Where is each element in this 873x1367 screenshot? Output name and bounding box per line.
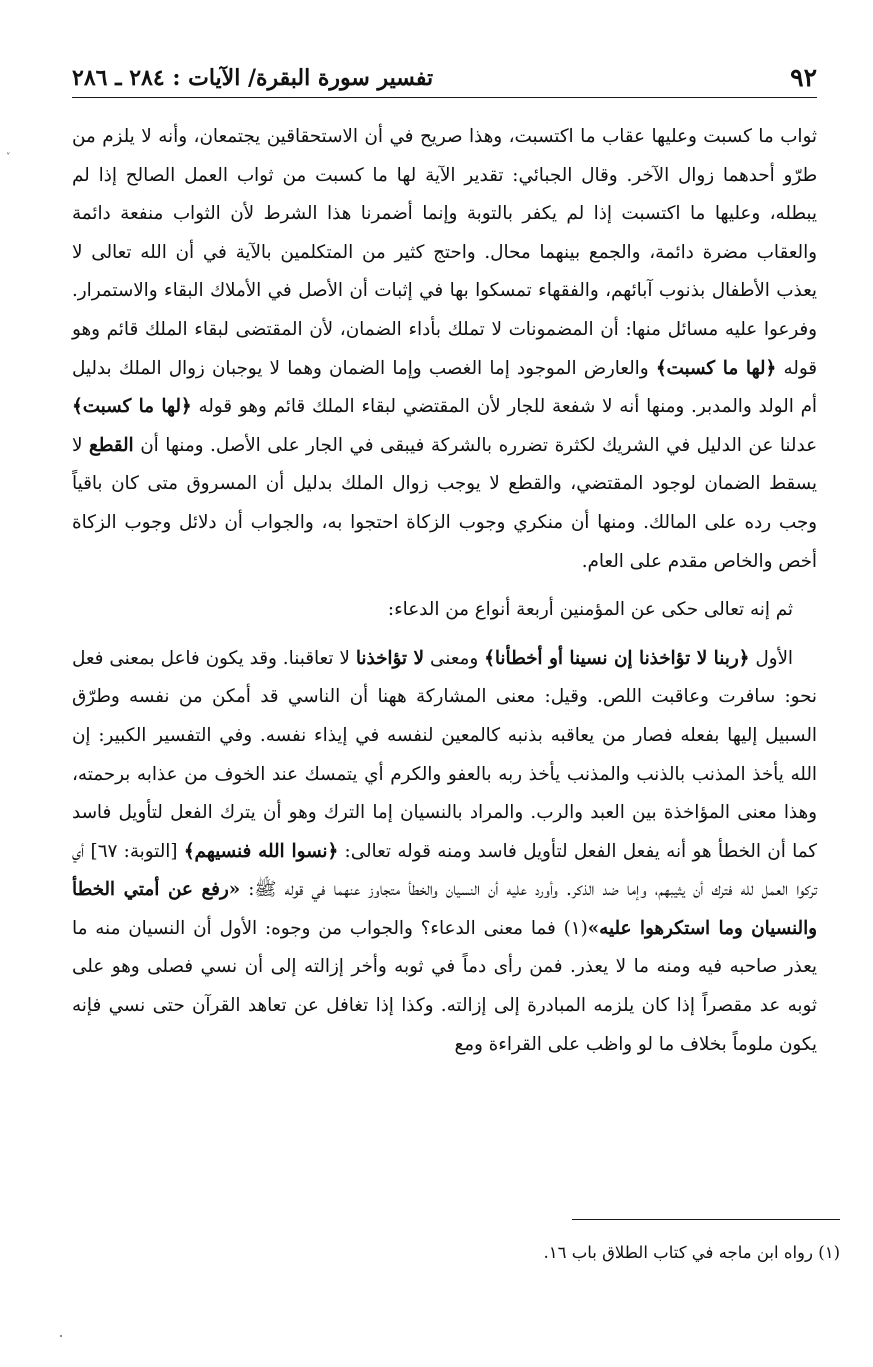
text-run: لا تعاقبنا. وقد يكون فاعل بمعنى فعل نحو: سافرت وعاقبت اللص. وقيل: معنى المشاركة ههنا أن الناسي قد أمكن من نفسه وطرّق السبيل إليها بفعله فصار من يعاقبه بذنبه كالمعين لنفسه في إيذاء نفسه. وفي التفسير الكبير: إن الله يأخذ المذنب بالذنب والمذنب يأخذ ربه بالعفو والكرم أي يتمسك عند الخوف من عذابه برحمته، وهذا معنى المؤاخذة بين العبد والرب. والمراد بالنسيان إما الترك وهو أن يترك الفعل لتأويل فاسد كما أن الخطأ هو أنه يفعل الفعل لتأويل فاسد ومنه قوله تعالى: [72,647,818,862]
footnote-rule [572,1219,840,1220]
bold-quote: ﴿نسوا الله فنسيهم﴾ [183,840,339,862]
text-run: ثم إنه تعالى حكى عن المؤمنين أربعة أنواع من الدعاء: [387,599,793,621]
header-rule [72,97,817,98]
text-run: الأول [749,647,793,669]
margin-mark: ˅ [6,153,11,163]
text-run: والعارض الموجود إما الغصب وإما الضمان وهما لا يوجبان زوال الملك بدليل أم الولد والمدبر. ومنها أنه لا شفعة للجار لأن المقتضي لبقاء الملك قائم وهو قوله [72,357,818,418]
text-run: [التوبة: ٦٧] أي تركوا العمل لله فترك أن يثيبهم، وإما ضد الذكر. وأورد عليه أن النسيان والخطأ متجاوز عنهما في قوله ﷺ: [72,840,817,901]
text-run: (١) فما معنى الدعاء؟ والجواب من وجوه: الأول أن النسيان منه ما يعذر صاحبه فيه ومنه ما لا يعذر. فمن رأى دماً في ثوبه وأخر إزالته إلى أن نسي فصلى وهو على ثوبه عد مقصراً إذا كان يلزمه المبادرة إلى إزالته. وكذا إذا تغافل عن تعاهد القرآن حتى نسي فإنه يكون ملوماً بخلاف ما لو واظب على القراءة ومع [72,917,817,1055]
body-text [72,118,817,1064]
paragraph-3 [72,640,817,1065]
bold-quote: القطع [89,434,134,456]
paragraph-1 [72,118,817,581]
running-title: تفسير سورة البقرة/ الآيات : ٢٨٤ ـ ٢٨٦ [72,65,434,91]
scan-speck [60,1335,62,1337]
text-run: لا يسقط الضمان لوجود المقتضي، والقطع لا يوجب زوال الملك بدليل أن المسروق متى كان باقياً وجب رده على المالك. ومنها أن منكري وجوب الزكاة احتجوا به، والجواب أن دلائل وجوب الزكاة أخص والخاص مقدم على العام. [72,434,817,572]
bold-quote: ﴿لها ما كسبت﴾ [655,357,777,379]
paragraph-2 [72,591,817,630]
page-number: ٩٢ [790,63,817,92]
bold-quote: ﴿ربنا لا تؤاخذنا إن نسينا أو أخطأنا﴾ [484,647,750,669]
text-run: ومعنى [423,647,485,669]
text-run: عدلنا عن الدليل في الشريك لكثرة تضرره بالشركة فيبقى في الجار على الأصل. ومنها أن [133,434,817,456]
footnote: (١) رواه ابن ماجه في كتاب الطلاق باب ١٦. [543,1243,840,1262]
bold-quote: لا تؤاخذنا [355,647,424,669]
bold-quote: «رفع عن أمتي الخطأ والنسيان وما استكرهوا عليه» [72,879,818,939]
bold-quote: ﴿لها ما كسبت﴾ [72,396,192,418]
page-header [72,52,817,96]
text-run: ثواب ما كسبت وعليها عقاب ما اكتسبت، وهذا صريح في أن الاستحقاقين يجتمعان، وأنه لا يلزم من طرّو أحدهما زوال الآخر. وقال الجبائي: تقدير الآية لها ما كسبت من ثواب العمل الصالح إذا لم يبطله، وعليها ما اكتسبت إذا لم يكفر بالتوبة وإنما أضمرنا هذا الشرط لأن الثواب منفعة دائمة والعقاب مضرة دائمة، والجمع بينهما محال. واحتج كثير من المتكلمين بالآية في أن الله تعالى لا يعذب الأطفال بذنوب آبائهم، والفقهاء تمسكوا بها في إثبات أن الأصل في الأملاك البقاء والاستمرار. وفرعوا عليه مسائل منها: أن المضمونات لا تملك بأداء الضمان، لأن المقتضى لبقاء الملك قائم وهو قوله [72,126,817,379]
